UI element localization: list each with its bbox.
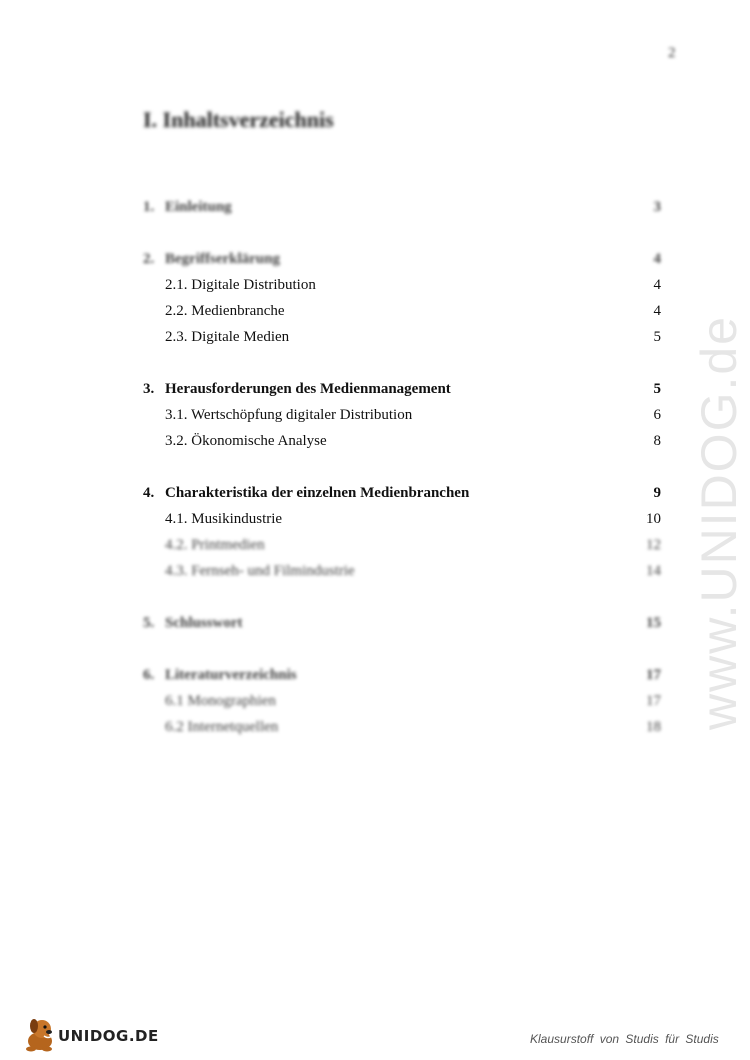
toc-entry-title: Schlusswort <box>165 615 243 631</box>
toc-entry-label <box>143 196 232 218</box>
toc-chapter-number: 4. <box>143 485 155 501</box>
toc-entry-label <box>143 612 243 634</box>
toc-chapter-number: 3. <box>143 381 155 397</box>
toc-page-number: 4 <box>653 277 661 293</box>
toc-chapter-number: 2. <box>143 251 155 267</box>
toc-chapter-number: 6. <box>143 667 155 683</box>
toc-entry-title: 2.3. Digitale Medien <box>165 329 290 345</box>
toc-entry-label <box>165 274 316 296</box>
toc-entry-label <box>143 378 451 400</box>
toc-entry-title: Literaturverzeichnis <box>165 667 297 683</box>
toc-page-number: 4 <box>653 303 661 319</box>
toc-chapter-number: 5. <box>143 615 155 631</box>
toc-page-number: 15 <box>646 615 661 631</box>
toc-section-row <box>143 326 663 352</box>
toc-page-number: 3 <box>653 199 661 215</box>
unidog-logo <box>22 1014 159 1054</box>
toc-section-row <box>143 404 663 430</box>
logo-text: UNIDOG.DE <box>58 1027 159 1045</box>
toc-entry-label <box>165 404 412 426</box>
toc-chapter-row <box>143 612 663 638</box>
toc-page-number: 5 <box>653 381 661 397</box>
toc-section-row <box>143 274 663 300</box>
toc-section-row <box>143 560 663 586</box>
toc-entry-label <box>165 508 282 530</box>
toc-page-number: 17 <box>646 693 661 709</box>
toc-page-number: 4 <box>653 251 661 267</box>
toc-entry-label <box>165 716 278 738</box>
toc-entry-label <box>143 664 297 686</box>
toc-entry-title: 3.2. Ökonomische Analyse <box>165 433 327 449</box>
toc-page-number: 12 <box>646 537 661 553</box>
toc-entry-title: Charakteristika der einzelnen Medienbranchen <box>165 485 470 501</box>
page-number: 2 <box>668 45 676 61</box>
toc-section-row <box>143 690 663 716</box>
toc-page-number: 14 <box>646 563 661 579</box>
toc-entry-title: 4.1. Musikindustrie <box>165 511 283 527</box>
toc-chapter-number: 1. <box>143 199 155 215</box>
toc-page-number: 8 <box>653 433 661 449</box>
footer-tagline: Klausurstoff von Studis für Studis <box>530 1032 719 1046</box>
toc-entry-title: Begriffserklärung <box>165 251 280 267</box>
toc-entry-label <box>165 430 327 452</box>
toc-section-row <box>143 716 663 742</box>
toc-chapter-row <box>143 664 663 690</box>
toc-entry-title: 6.2 Internetquellen <box>165 719 279 735</box>
toc-page-number: 9 <box>653 485 661 501</box>
toc-chapter-row <box>143 196 663 222</box>
toc-entry-label <box>143 482 469 504</box>
toc-page-number: 6 <box>653 407 661 423</box>
toc-page-number: 10 <box>646 511 661 527</box>
toc-section-row <box>143 430 663 456</box>
toc-entry-title: Herausforderungen des Medienmanagement <box>165 381 451 397</box>
watermark: www.UNIDOG.de <box>691 315 747 730</box>
toc-entry-title: 4.3. Fernseh- und Filmindustrie <box>165 563 355 579</box>
toc-page-number: 5 <box>653 329 661 345</box>
toc-page-number: 17 <box>646 667 661 683</box>
toc-section-row <box>143 534 663 560</box>
toc-entry-label <box>143 248 280 270</box>
toc-entry-title: 2.2. Medienbranche <box>165 303 285 319</box>
table-of-contents <box>143 196 663 742</box>
toc-chapter-row <box>143 378 663 404</box>
toc-page-number: 18 <box>646 719 661 735</box>
toc-entry-label <box>165 534 265 556</box>
dog-mascot-icon <box>22 1014 62 1054</box>
toc-entry-title: 6.1 Monographien <box>165 693 276 709</box>
toc-entry-title: 4.2. Printmedien <box>165 537 265 553</box>
toc-entry-label <box>165 300 285 322</box>
toc-chapter-row <box>143 482 663 508</box>
toc-section-row <box>143 508 663 534</box>
toc-entry-title: Einleitung <box>165 199 232 215</box>
toc-entry-label <box>165 326 289 348</box>
page-title: I. Inhaltsverzeichnis <box>143 107 334 132</box>
toc-section-row <box>143 300 663 326</box>
toc-entry-label <box>165 690 276 712</box>
toc-entry-title: 3.1. Wertschöpfung digitaler Distribution <box>165 407 413 423</box>
toc-entry-title: 2.1. Digitale Distribution <box>165 277 316 293</box>
toc-chapter-row <box>143 248 663 274</box>
toc-entry-label <box>165 560 355 582</box>
